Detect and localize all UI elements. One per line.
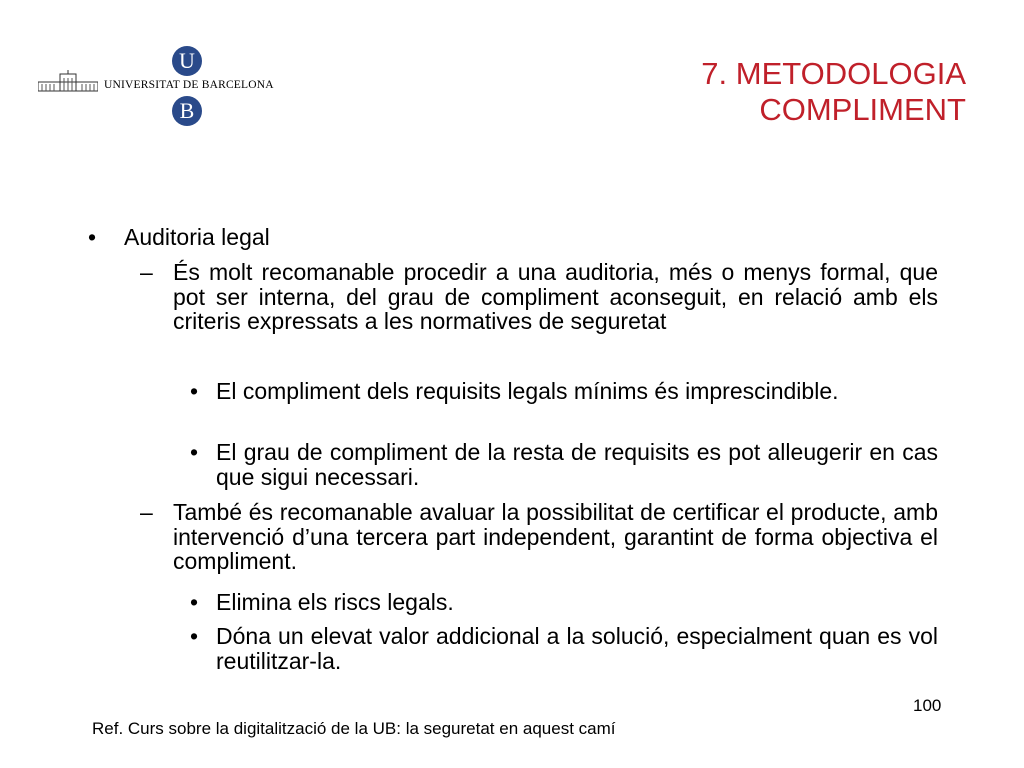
page-number: 100 bbox=[913, 696, 942, 715]
sub-bullet-text: El compliment dels requisits legals mínims és imprescindible. bbox=[216, 378, 839, 404]
dash-marker: – bbox=[140, 259, 153, 285]
bullet-marker: • bbox=[88, 224, 97, 250]
bullet-marker: • bbox=[190, 623, 199, 649]
title-line-2: COMPLIMENT bbox=[759, 92, 966, 127]
title-line-1: 7. METODOLOGIA bbox=[701, 56, 966, 91]
sub-bullet-3 bbox=[190, 590, 938, 615]
sub-bullet-text: El grau de compliment de la resta de requisits es pot alleugerir en cas que sigui necessari. bbox=[216, 439, 938, 490]
dash-marker: – bbox=[140, 499, 153, 525]
sub-bullet-text: Dóna un elevat valor addicional a la solució, especialment quan es vol reutilitzar-la. bbox=[216, 623, 938, 674]
sub-bullet-2 bbox=[190, 440, 938, 489]
logo-letter-u: U bbox=[172, 46, 202, 76]
logo-letter-b: B bbox=[172, 96, 202, 126]
sub-bullet-4 bbox=[190, 624, 938, 673]
bullet-marker: • bbox=[190, 439, 199, 465]
dash-item-1 bbox=[140, 260, 938, 334]
university-name: UNIVERSITAT DE BARCELONA bbox=[104, 79, 274, 91]
sub-bullet-1 bbox=[190, 379, 938, 404]
footer-reference: Ref. Curs sobre la digitalització de la UB: la seguretat en aquest camí bbox=[92, 719, 616, 738]
dash-item-text: També és recomanable avaluar la possibilitat de certificar el producte, amb intervenció d’una tercera part independent, garantint de forma objectiva el compliment. bbox=[173, 499, 938, 574]
sub-bullet-text: Elimina els riscs legals. bbox=[216, 589, 454, 615]
bullet-marker: • bbox=[190, 378, 199, 404]
heading-text: Auditoria legal bbox=[124, 224, 270, 250]
dash-item-2 bbox=[140, 500, 938, 574]
bullet-marker: • bbox=[190, 589, 199, 615]
dash-item-text: És molt recomanable procedir a una auditoria, més o menys formal, que pot ser interna, del grau de compliment aconseguit, en relació amb els criteris expressats a les normatives de seguretat bbox=[173, 259, 938, 334]
